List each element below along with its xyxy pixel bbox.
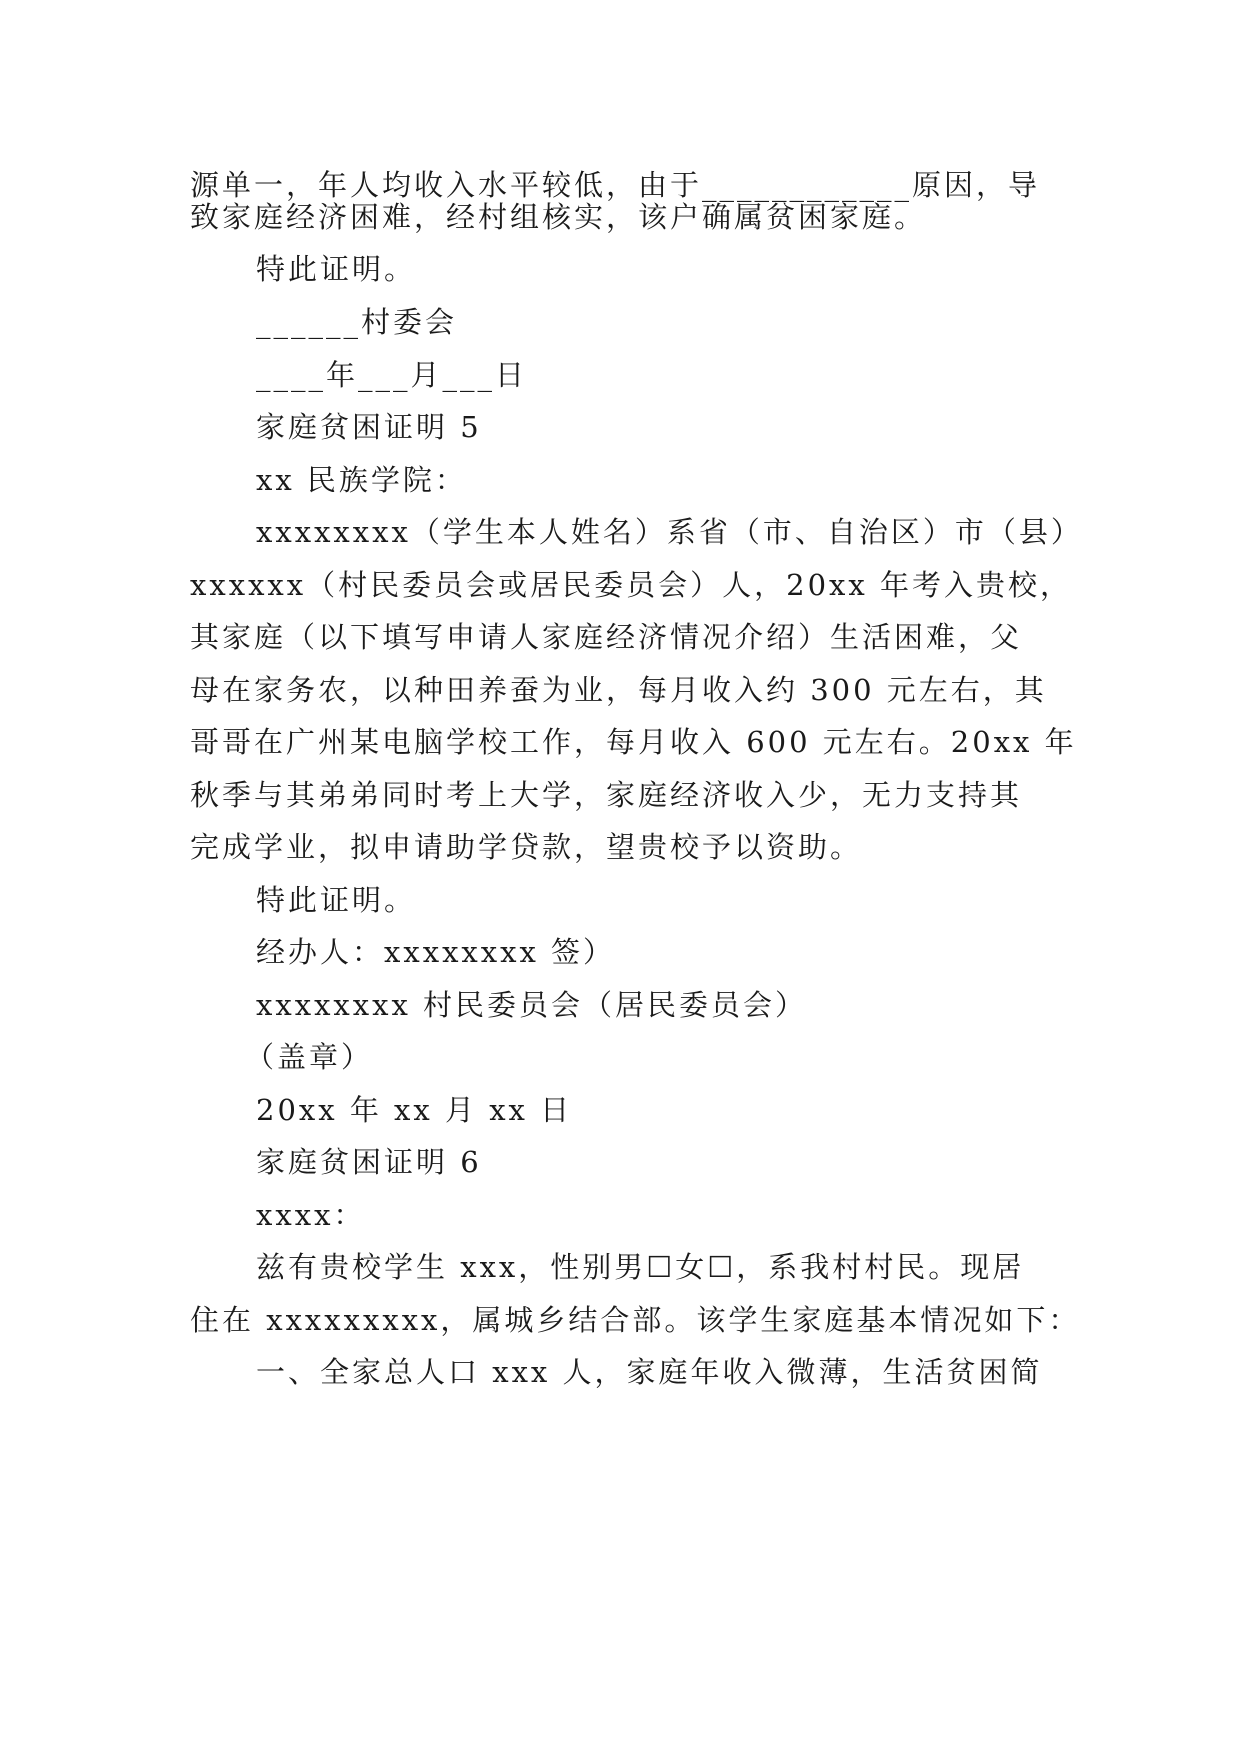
salutation: xxxx： [256,1198,366,1232]
handler-signature: 经办人：xxxxxxxx 签） [256,935,616,969]
body-line: 致家庭经济困难，经村组核实，该户确属贫困家庭。 [190,200,927,234]
seal-note: （盖章） [245,1040,374,1074]
salutation: xx 民族学院： [256,463,467,497]
body-line: 其家庭（以下填写申请人家庭经济情况介绍）生活困难，父 [190,620,1023,654]
date-line: ____年___月___日 [256,358,528,392]
body-line: 母在家务农，以种田养蚕为业，每月收入约 300 元左右，其 [190,673,1047,707]
closing-line: 特此证明。 [256,883,417,917]
body-line: 源单一，年人均收入水平较低，由于____________原因，导 [190,168,1041,202]
body-line: 完成学业，拟申请助学贷款，望贵校予以资助。 [190,830,863,864]
body-line: 一、全家总人口 xxx 人，家庭年收入微薄，生活贫困简 [256,1355,1043,1389]
body-line: xxxxxx（村民委员会或居民委员会）人，20xx 年考入贵校， [190,568,1072,602]
section-title: 家庭贫困证明 6 [256,1145,482,1179]
body-line: 哥哥在广州某电脑学校工作，每月收入 600 元左右。20xx 年 [190,725,1077,759]
body-line: 住在 xxxxxxxxx，属城乡结合部。该学生家庭基本情况如下： [190,1303,1081,1337]
committee-signature: xxxxxxxx 村民委员会（居民委员会） [256,988,808,1022]
closing-line: 特此证明。 [256,252,417,286]
signature-village-committee: ______村委会 [256,305,458,339]
date-line: 20xx 年 xx 月 xx 日 [256,1093,573,1127]
body-line: xxxxxxxx（学生本人姓名）系省（市、自治区）市（县） [256,515,1083,549]
section-title: 家庭贫困证明 5 [256,410,482,444]
body-line: 兹有贵校学生 xxx，性别男☐女☐，系我村村民。现居 [256,1250,1025,1284]
body-line: 秋季与其弟弟同时考上大学，家庭经济收入少，无力支持其 [190,778,1023,812]
